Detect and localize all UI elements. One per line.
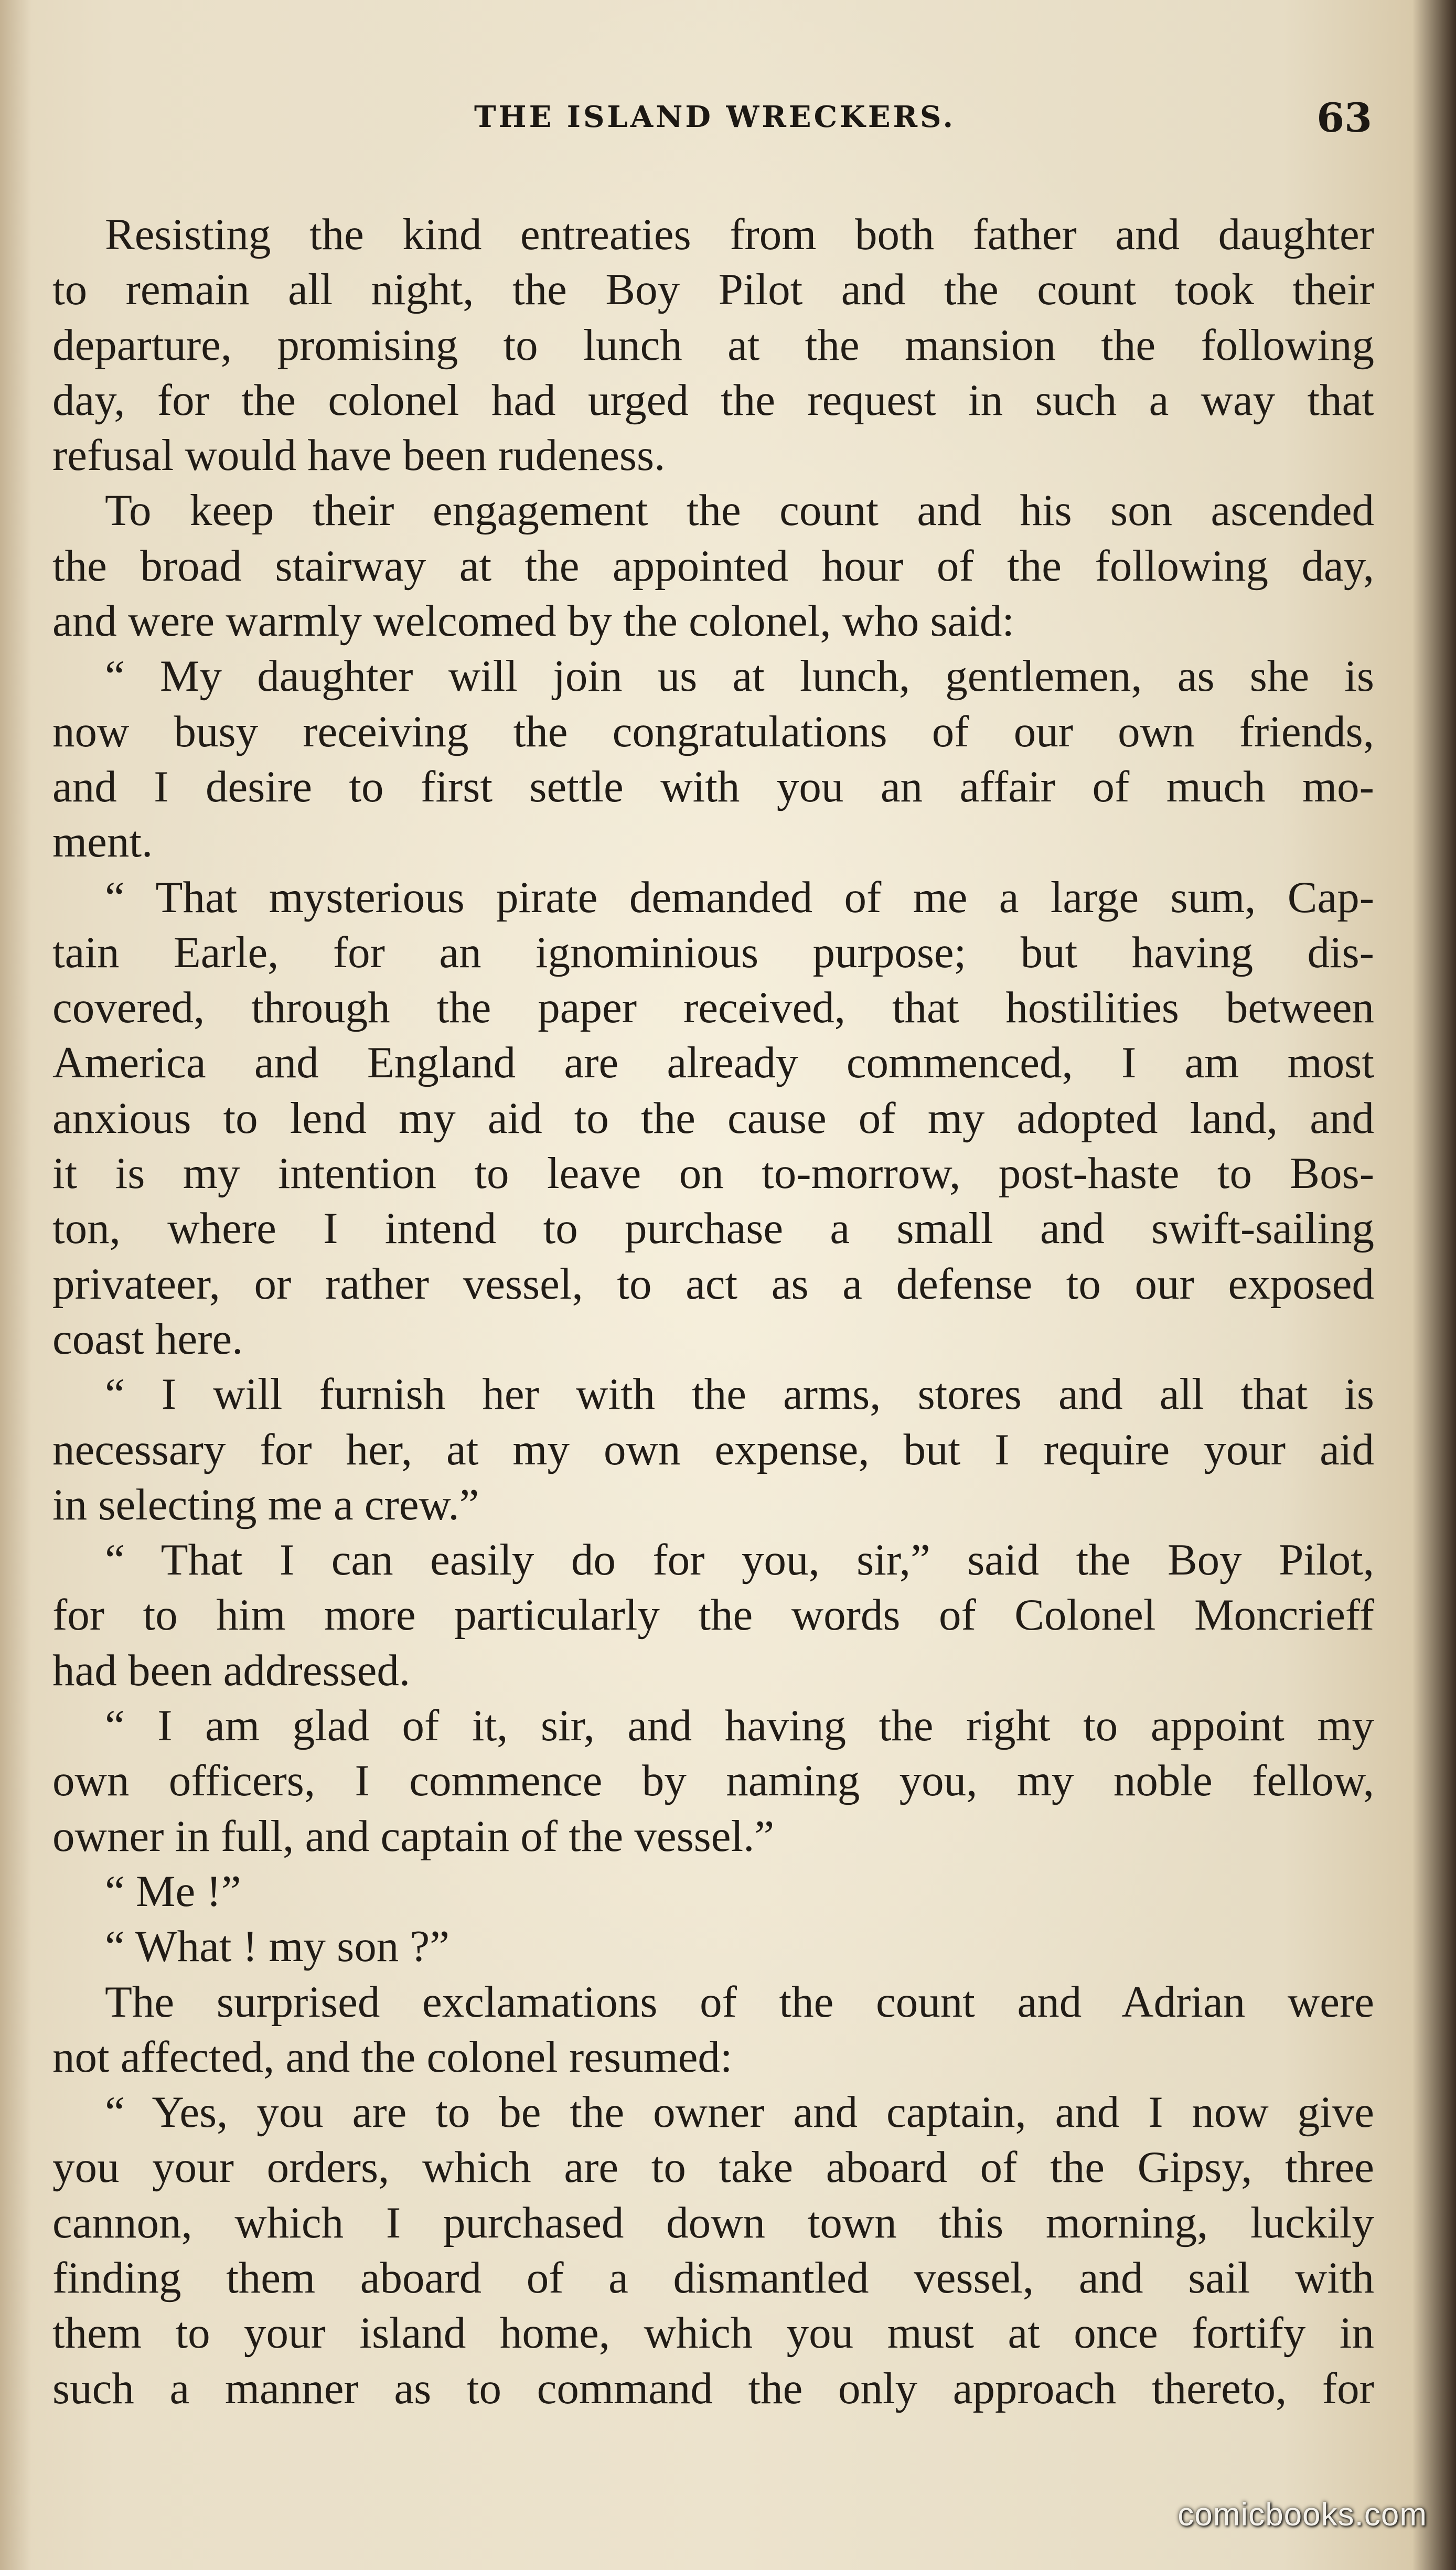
- text-line: tain Earle, for an ignominious purpose; but having dis-: [52, 927, 1374, 977]
- text-line: coast here.: [52, 1314, 243, 1364]
- text-line: ment.: [52, 817, 153, 867]
- text-line: cannon, which I purchased down town this morning, luckily: [52, 2198, 1374, 2247]
- text-line: and were warmly welcomed by the colonel, who said:: [52, 596, 1015, 646]
- text-line: not affected, and the colonel resumed:: [52, 2032, 733, 2082]
- text-line: covered, through the paper received, that hostilities between: [52, 983, 1374, 1033]
- text-line: “ I am glad of it, sir, and having the right to appoint my: [105, 1701, 1374, 1751]
- text-line: to remain all night, the Boy Pilot and the count took their: [52, 265, 1374, 315]
- text-line: such a manner as to command the only approach thereto, for: [52, 2363, 1374, 2413]
- text-line: “ That I can easily do for you, sir,” said the Boy Pilot,: [105, 1535, 1374, 1585]
- text-line: departure, promising to lunch at the mansion the following: [52, 320, 1374, 370]
- text-line: “ My daughter will join us at lunch, gentlemen, as she is: [105, 651, 1374, 701]
- page-number: 63: [1316, 94, 1372, 141]
- text-line: anxious to lend my aid to the cause of my adopted land, and: [52, 1093, 1374, 1143]
- text-line: the broad stairway at the appointed hour of the following day,: [52, 541, 1374, 591]
- text-line: it is my intention to leave on to-morrow, post-haste to Bos-: [52, 1149, 1374, 1198]
- text-line: The surprised exclamations of the count and Adrian were: [105, 1977, 1374, 2027]
- text-line: America and England are already commenced, I am most: [52, 1038, 1374, 1088]
- text-line: Resisting the kind entreaties from both father and daughter: [105, 210, 1374, 259]
- text-line: and I desire to first settle with you an affair of much mo-: [52, 762, 1374, 811]
- page-header: [52, 94, 1377, 157]
- body-text: [52, 207, 1374, 2416]
- text-line: you your orders, which are to take aboard of the Gipsy, three: [52, 2143, 1374, 2192]
- text-line: own officers, I commence by naming you, my noble fellow,: [52, 1756, 1374, 1806]
- text-line: them to your island home, which you must at once fortify in: [52, 2308, 1374, 2358]
- text-line: “ Yes, you are to be the owner and captain, and I now give: [105, 2087, 1374, 2137]
- text-line: “ I will furnish her with the arms, stores and all that is: [105, 1369, 1374, 1419]
- text-line: “ That mysterious pirate demanded of me a large sum, Cap-: [105, 872, 1374, 922]
- text-line: now busy receiving the congratulations of our own friends,: [52, 706, 1374, 756]
- text-line: ton, where I intend to purchase a small and swift-sailing: [52, 1204, 1374, 1254]
- text-line: in selecting me a crew.”: [52, 1480, 479, 1529]
- text-line: had been addressed.: [52, 1645, 411, 1695]
- text-line: owner in full, and captain of the vessel.”: [52, 1811, 775, 1861]
- watermark: comicbooks.com: [1177, 2497, 1427, 2533]
- text-line: “ Me !”: [105, 1866, 241, 1916]
- text-line: refusal would have been rudeness.: [52, 431, 666, 480]
- text-line: day, for the colonel had urged the request in such a way that: [52, 375, 1374, 425]
- running-title: THE ISLAND WRECKERS.: [474, 100, 956, 134]
- text-line: privateer, or rather vessel, to act as a defense to our exposed: [52, 1259, 1374, 1309]
- text-line: for to him more particularly the words of Colonel Moncrieff: [52, 1590, 1374, 1640]
- text-line: finding them aboard of a dismantled vessel, and sail with: [52, 2253, 1374, 2303]
- text-line: necessary for her, at my own expense, but I require your aid: [52, 1425, 1374, 1474]
- text-line: To keep their engagement the count and his son ascended: [105, 486, 1374, 536]
- text-line: “ What ! my son ?”: [105, 1922, 449, 1972]
